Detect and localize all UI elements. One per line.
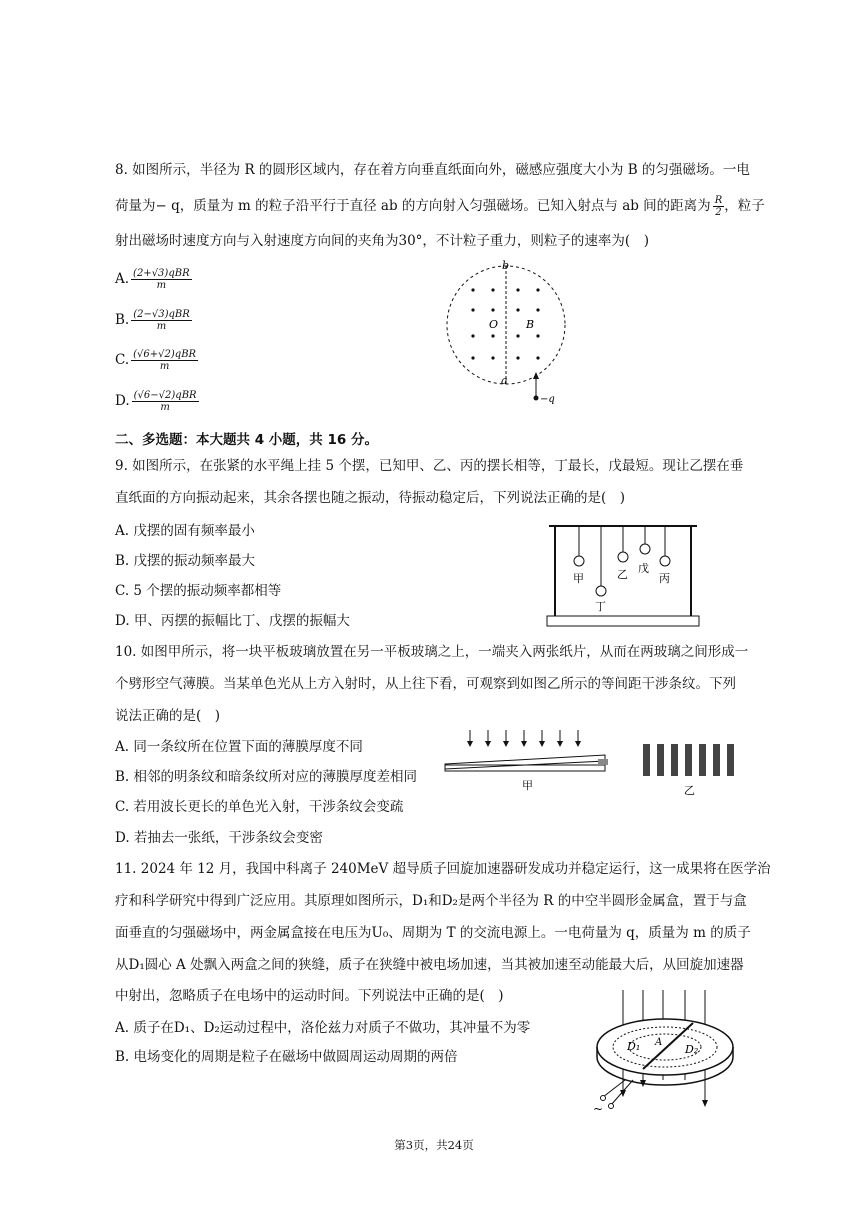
q11-label-a: A xyxy=(655,1037,663,1048)
q11-line-5: 中射出，忽略质子在电场中的运动时间。下列说法中正确的是( ) xyxy=(115,988,504,1004)
q9-label-yi: 乙 xyxy=(617,568,628,581)
q11-line-2: 疗和科学研究中得到广泛应用。其原理如图所示，D₁和D₂是两个半径为 R 的中空半圆形金属盒，置于与盒 xyxy=(115,893,747,909)
q9-option-c: C. 5 个摆的振动频率都相等 xyxy=(115,583,282,599)
q8-line-1: 8. 如图所示，半径为 R 的圆形区域内，存在着方向垂直纸面向外，磁感应强度大小为 B 的匀强磁场。一电 xyxy=(115,162,750,178)
q8-label-a: a xyxy=(501,374,508,387)
q11-option-a: A. 质子在D₁、D₂运动过程中，洛伦兹力对质子不做功，其冲量不为零 xyxy=(115,1020,531,1036)
q10-option-a: A. 同一条纹所在位置下面的薄膜厚度不同 xyxy=(115,739,363,755)
q8-option-d: D. $\frac{\text{(√6−√2)qBR}}{m}$ xyxy=(115,390,197,413)
page-footer: 第3页，共24页 xyxy=(394,1138,474,1152)
q9-label-wu: 戊 xyxy=(638,562,649,575)
q8-label-field: B xyxy=(526,318,535,331)
q10-label-yi: 乙 xyxy=(684,784,695,797)
q10-fringe-pattern-figure xyxy=(640,742,745,797)
q10-line-1: 10. 如图甲所示，将一块平板玻璃放置在另一平板玻璃之上，一端夹入两张纸片，从而在两玻璃之间形成一 xyxy=(115,644,749,660)
q10-line-3: 说法正确的是( ) xyxy=(115,708,221,724)
q10-label-jia: 甲 xyxy=(522,779,533,792)
q10-option-b: B. 相邻的明条纹和暗条纹所对应的薄膜厚度差相同 xyxy=(115,769,418,785)
q8-line-3: 射出磁场时速度方向与入射速度方向间的夹角为30°，不计粒子重力，则粒子的速率为( ) xyxy=(115,233,649,249)
q11-line-4: 从D₁圆心 A 处飘入两盒之间的狭缝，质子在狭缝中被电场加速，当其被加速至动能最大后，从回旋加速器 xyxy=(115,957,744,973)
q9-line-2: 直纸面的方向振动起来，其余各摆也随之振动，待振动稳定后，下列说法正确的是( ) xyxy=(115,490,626,506)
q8-label-b: b xyxy=(502,259,510,272)
q8-option-a: A. $\frac{\text{(2+√3)qBR}}{m}$ xyxy=(115,268,190,291)
q8-option-b: B. $\frac{\text{(2−√3)qBR}}{m}$ xyxy=(115,309,190,332)
q9-label-ding: 丁 xyxy=(595,600,606,613)
q11-option-b: B. 电场变化的周期是粒子在磁场中做圆周运动周期的两倍 xyxy=(115,1049,458,1065)
q10-option-c: C. 若用波长更长的单色光入射，干涉条纹会变疏 xyxy=(115,799,404,815)
q9-pendulum-figure xyxy=(545,518,705,630)
q8-label-charge: −q xyxy=(540,394,555,405)
q8-option-c: C. $\frac{\text{(√6+√2)qBR}}{m}$ xyxy=(115,349,197,372)
q11-line-1: 11. 2024 年 12 月，我国中科离子 240MeV 超导质子回旋加速器研发成功并稳定运行，这一成果将在医学治 xyxy=(115,861,771,877)
q10-wedge-film-figure xyxy=(440,725,610,795)
q10-line-2: 个劈形空气薄膜。当某单色光从上方入射时，从上往下看，可观察到如图乙所示的等间距干涉条纹。下列 xyxy=(115,676,736,692)
q8-line-2-tail: ，粒子 xyxy=(724,198,765,214)
q11-label-ac-source: ~ xyxy=(593,1102,604,1116)
q11-label-d1: D₁ xyxy=(627,1040,641,1053)
q9-label-bing: 丙 xyxy=(659,572,670,585)
q9-option-d: D. 甲、丙摆的振幅比丁、戊摆的振幅大 xyxy=(115,613,350,629)
q8-label-o: O xyxy=(489,318,499,331)
q10-option-d: D. 若抽去一张纸，干涉条纹会变密 xyxy=(115,830,323,846)
q8-line-2 xyxy=(115,195,765,218)
q9-line-1: 9. 如图所示，在张紧的水平绳上挂 5 个摆，已知甲、乙、丙的摆长相等，丁最长，戊最短。现让乙摆在垂 xyxy=(115,458,744,474)
q9-option-b: B. 戊摆的振动频率最大 xyxy=(115,553,256,569)
q8-fraction: $\frac{R}{2}$ xyxy=(714,195,723,218)
q11-cyclotron-figure xyxy=(585,985,745,1117)
q11-line-3: 面垂直的匀强磁场中，两金属盒接在电压为U₀、周期为 T 的交流电源上。一电荷量为 q，质量为 m 的质子 xyxy=(115,925,751,941)
q11-label-d2: D₂ xyxy=(685,1043,699,1056)
q8-line-2-text: 荷量为− q，质量为 m 的粒子沿平行于直径 ab 的方向射入匀强磁场。已知入射点与 ab 间的距离为 xyxy=(115,198,711,214)
q8-magnetic-field-figure xyxy=(440,258,580,408)
q9-option-a: A. 戊摆的固有频率最小 xyxy=(115,523,255,539)
section-multiple-choice-heading: 二、多选题：本大题共 4 小题，共 16 分。 xyxy=(115,432,378,448)
q9-label-jia: 甲 xyxy=(573,572,584,585)
